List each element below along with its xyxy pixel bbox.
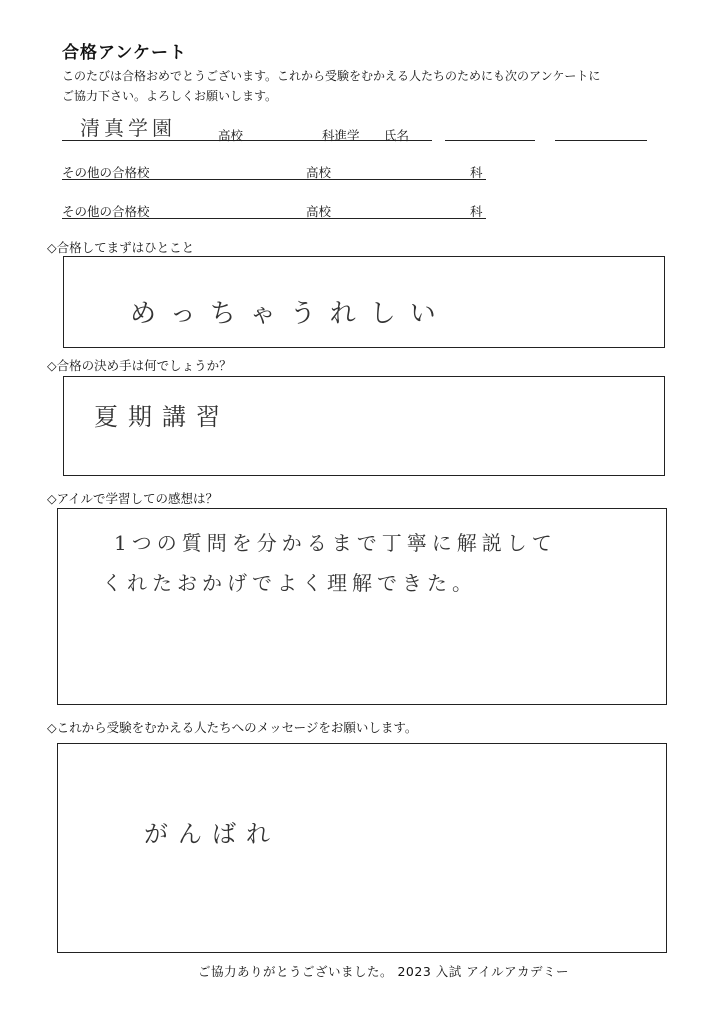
name-underline-2 xyxy=(555,140,647,141)
question-4-label: ◇これから受験をむかえる人たちへのメッセージをお願いします。 xyxy=(47,720,418,735)
question-3-answer-box xyxy=(57,508,667,705)
other-school-2-label: その他の合格校 xyxy=(62,204,150,219)
name-label: 氏名 xyxy=(384,128,410,143)
other-school-2-underline xyxy=(62,218,486,219)
question-2-label: ◇合格の決め手は何でしょうか？ xyxy=(47,358,232,373)
question-3-label: ◇アイルで学習しての感想は？ xyxy=(47,491,218,506)
question-2-answer: 夏期講習 xyxy=(94,403,230,431)
question-1-label: ◇合格してまずはひとこと xyxy=(47,240,195,255)
question-3-answer-line-2: くれたおかげでよく理解できた。 xyxy=(102,571,477,595)
school-koukou-label: 高校 xyxy=(218,128,244,143)
footer-text: ご協力ありがとうございました。 2023 入試 アイルアカデミー xyxy=(198,964,569,979)
school-ka-label: 科進学 xyxy=(322,128,360,143)
other-school-2-koukou: 高校 xyxy=(306,204,332,219)
other-school-1-underline xyxy=(62,179,486,180)
question-2-answer-box xyxy=(63,376,665,476)
school-underline xyxy=(62,140,432,141)
intro-line-1: このたびは合格おめでとうございます。これから受験をむかえる人たちのためにも次のアンケートに xyxy=(62,69,601,83)
question-4-answer: がんばれ xyxy=(144,820,280,848)
form-title: 合格アンケート xyxy=(62,43,187,63)
question-4-answer-box xyxy=(57,743,667,953)
other-school-1-koukou: 高校 xyxy=(306,165,332,180)
question-1-answer: めっちゃうれしい xyxy=(130,299,450,329)
question-1-answer-box xyxy=(63,256,665,348)
other-school-1-ka: 科 xyxy=(470,165,483,180)
question-3-answer-line-1: 1つの質問を分かるまで丁寧に解説して xyxy=(114,531,557,555)
other-school-2-ka: 科 xyxy=(470,204,483,219)
intro-text xyxy=(62,66,672,106)
intro-line-2: ご協力下さい。よろしくお願いします。 xyxy=(62,89,278,103)
school-name-handwritten: 清真学園 xyxy=(80,116,176,140)
other-school-1-label: その他の合格校 xyxy=(62,165,150,180)
name-underline-1 xyxy=(445,140,535,141)
